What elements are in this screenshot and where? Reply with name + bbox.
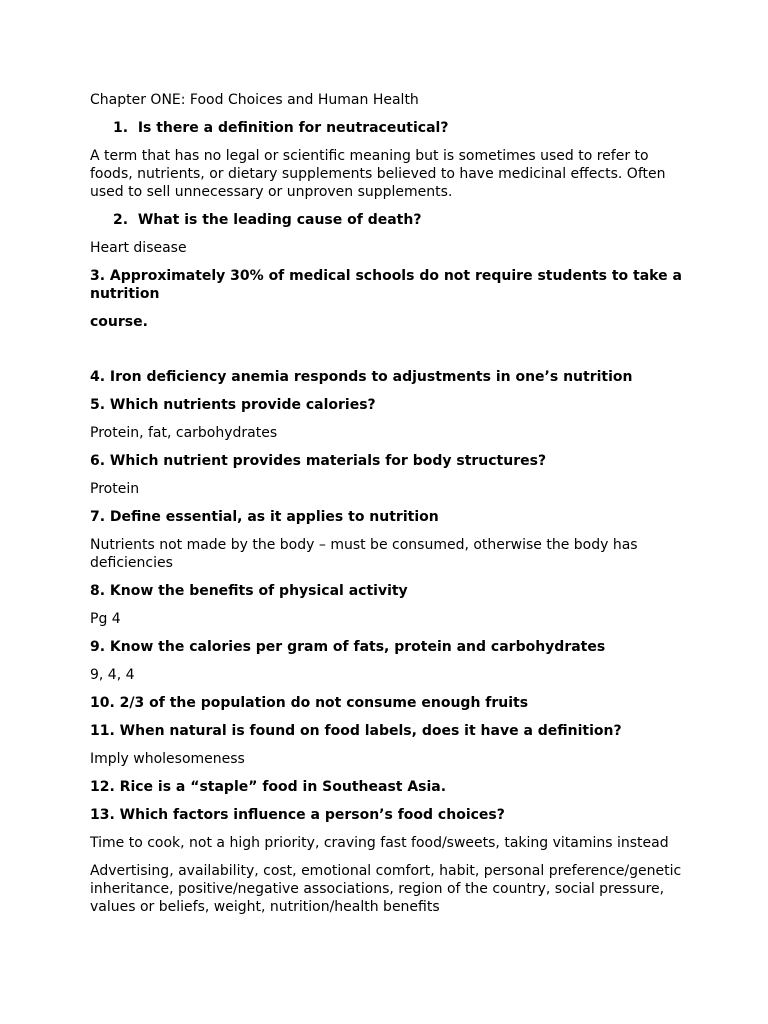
answer-1-line-2: foods, nutrients, or dietary supplements believed to have medicinal effects. Often xyxy=(90,166,666,182)
question-5: 5. Which nutrients provide calories? xyxy=(90,397,376,413)
answer-9: 9, 4, 4 xyxy=(90,667,135,683)
answer-13-factors-line-1: Advertising, availability, cost, emotional comfort, habit, personal preference/genetic xyxy=(90,863,682,879)
answer-13-factors-line-2: inheritance, positive/negative associations, region of the country, social pressure, xyxy=(90,881,665,897)
chapter-title: Chapter ONE: Food Choices and Human Health xyxy=(90,92,419,108)
question-13: 13. Which factors influence a person’s food choices? xyxy=(90,807,505,823)
answer-2: Heart disease xyxy=(90,240,187,256)
question-8: 8. Know the benefits of physical activity xyxy=(90,583,408,599)
question-2-number: 2. xyxy=(113,212,129,228)
answer-6: Protein xyxy=(90,481,140,497)
question-9: 9. Know the calories per gram of fats, protein and carbohydrates xyxy=(90,639,606,655)
answer-7-line-2: deficiencies xyxy=(90,555,173,571)
answer-13-line-1: Time to cook, not a high priority, craving fast food/sweets, taking vitamins instead xyxy=(90,835,669,851)
question-1 xyxy=(113,119,448,137)
question-11: 11. When natural is found on food labels, does it have a definition? xyxy=(90,723,622,739)
question-7: 7. Define essential, as it applies to nutrition xyxy=(90,509,439,525)
question-12: 12. Rice is a “staple” food in Southeast Asia. xyxy=(90,779,447,795)
answer-7-line-1: Nutrients not made by the body – must be consumed, otherwise the body has xyxy=(90,537,638,553)
question-3-line-3: course. xyxy=(90,314,148,330)
answer-5: Protein, fat, carbohydrates xyxy=(90,425,278,441)
question-2 xyxy=(113,211,421,229)
question-3-line-1: 3. Approximately 30% of medical schools do not require students to take a xyxy=(90,268,682,284)
answer-1-line-1: A term that has no legal or scientific meaning but is sometimes used to refer to xyxy=(90,148,649,164)
answer-13-factors-line-3: values or beliefs, weight, nutrition/health benefits xyxy=(90,899,440,915)
answer-11: Imply wholesomeness xyxy=(90,751,245,767)
question-4: 4. Iron deficiency anemia responds to adjustments in one’s nutrition xyxy=(90,369,633,385)
answer-1-line-3: used to sell unnecessary or unproven supplements. xyxy=(90,184,453,200)
question-6: 6. Which nutrient provides materials for body structures? xyxy=(90,453,547,469)
question-10: 10. 2/3 of the population do not consume enough fruits xyxy=(90,695,529,711)
answer-8: Pg 4 xyxy=(90,611,121,627)
question-3-line-2: nutrition xyxy=(90,286,160,302)
question-1-number: 1. xyxy=(113,120,129,136)
question-1-text: Is there a definition for neutraceutical? xyxy=(137,120,449,136)
question-2-text: What is the leading cause of death? xyxy=(137,212,422,228)
